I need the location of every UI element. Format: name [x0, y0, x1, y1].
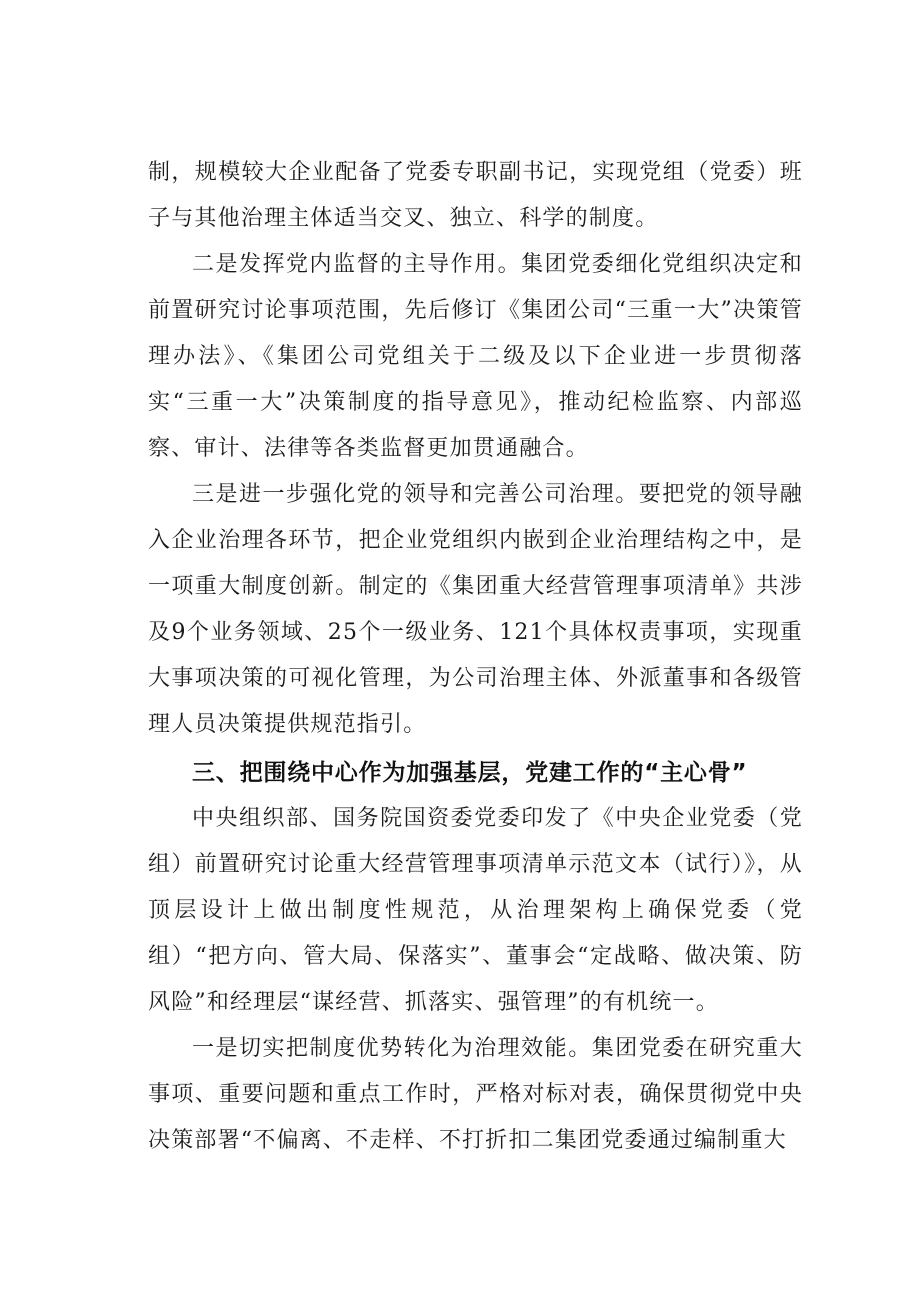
paragraph-governance-efficiency: 一是切实把制度优势转化为治理效能。集团党委在研究重大事项、重要问题和重点工作时，严格对标对表，确保贯彻党中央决策部署“不偏离、不走样、不打折扣二集团党委通过编制重大: [148, 1036, 803, 1153]
paragraph-party-leadership-governance: 三是进一步强化党的领导和完善公司治理。要把党的领导融入企业治理各环节，把企业党组织内嵌到企业治理结构之中，是一项重大制度创新。制定的《集团重大经营管理事项清单》共涉及9个业务领域、25个一级业务、121个具体权责事项，实现重大事项决策的可视化管理，为公司治理主体、外派董事和各级管理人员决策提供规范指引。: [148, 482, 803, 737]
paragraph-continuation: 制，规模较大企业配备了党委专职副书记，实现党组（党委）班子与其他治理主体适当交叉、独立、科学的制度。: [148, 160, 803, 231]
paragraph-central-guidance: 中央组织部、国务院国资委党委印发了《中央企业党委（党组）前置研究讨论重大经营管理事项清单示范文本（试行）》，从顶层设计上做出制度性规范，从治理架构上确保党委（党组）“把方向、管大局、保落实”、董事会“定战略、做决策、防风险”和经理层“谋经营、抓落实、强管理”的有机统一。: [148, 806, 803, 1015]
paragraph-party-supervision: 二是发挥党内监督的主导作用。集团党委细化党组织决定和前置研究讨论事项范围，先后修订《集团公司“三重一大”决策管理办法》、《集团公司党组关于二级及以下企业进一步贯彻落实“三重一大”决策制度的指导意见》，推动纪检监察、内部巡察、审计、法律等各类监督更加贯通融合。: [148, 252, 803, 461]
section-heading: 三、把围绕中心作为加强基层，党建工作的“主心骨”: [192, 760, 748, 786]
document-body: [148, 150, 803, 1164]
